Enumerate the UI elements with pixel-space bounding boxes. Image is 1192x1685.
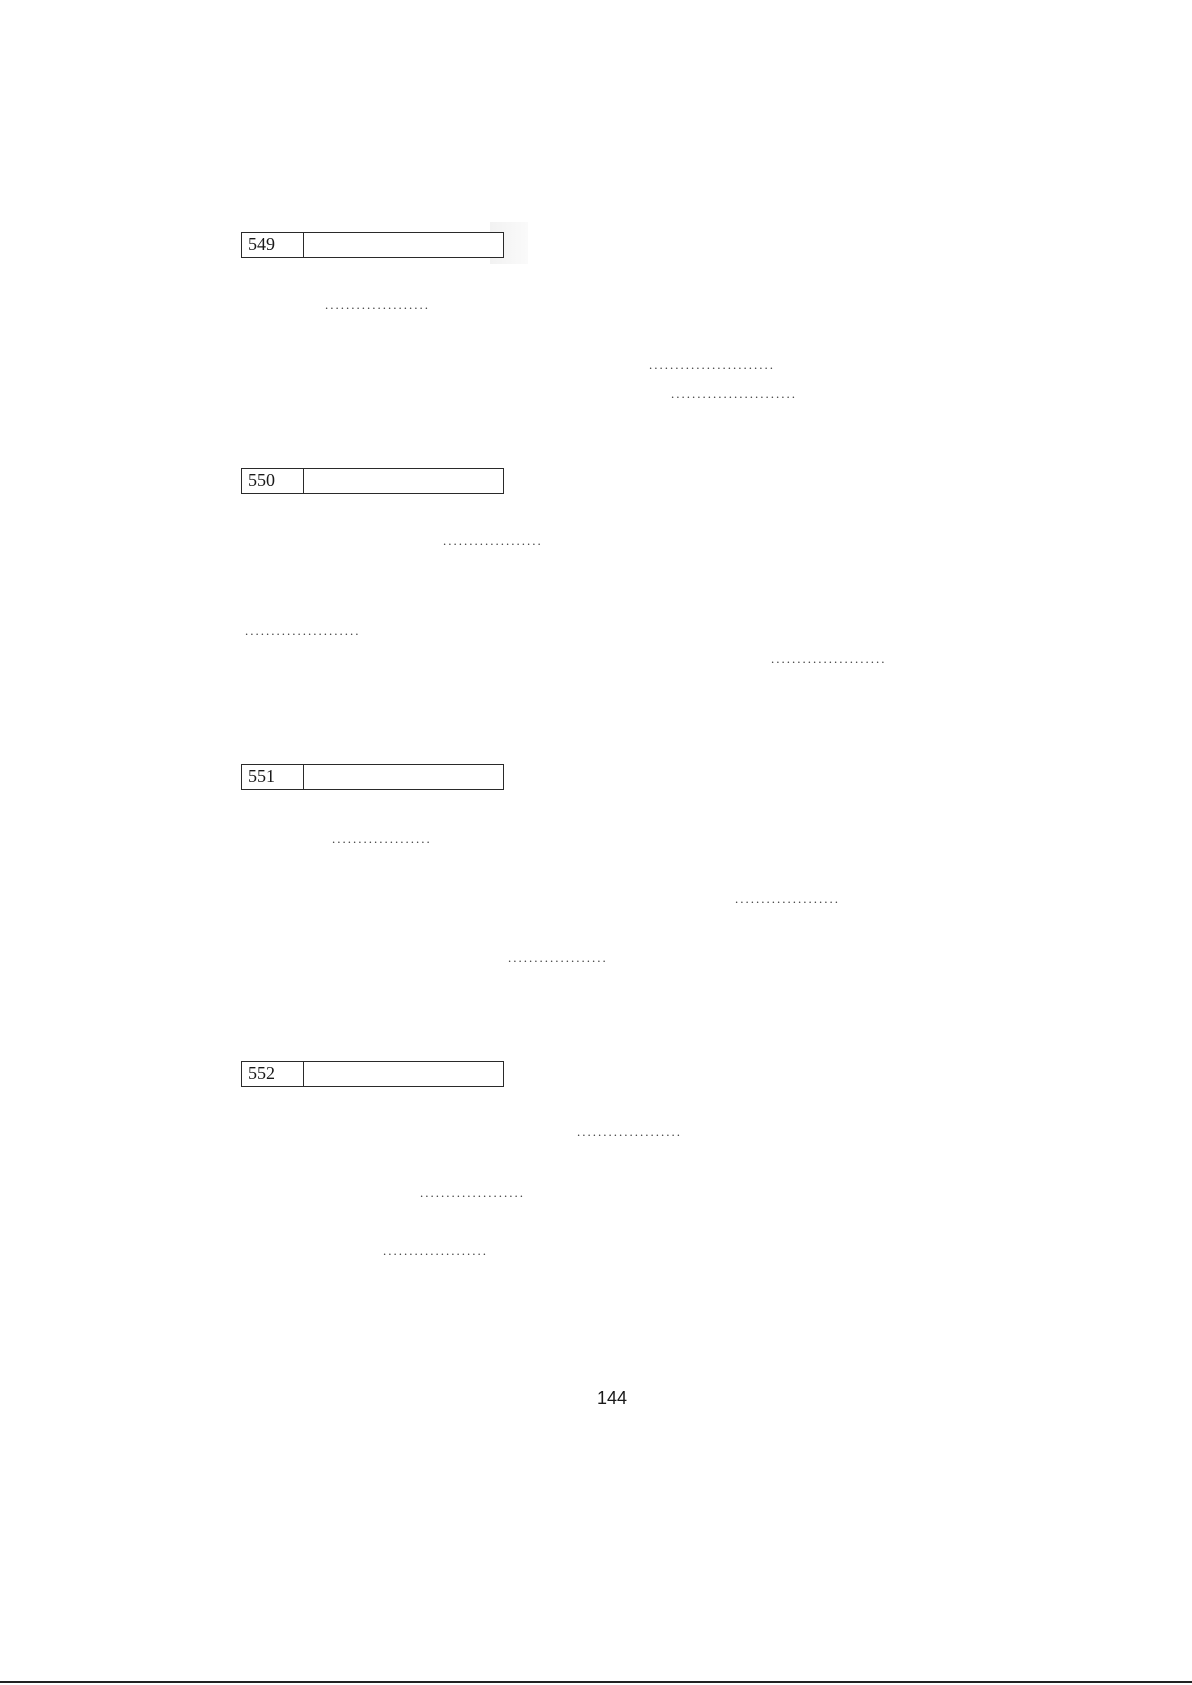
answer-field[interactable] bbox=[304, 765, 503, 789]
question-box-551 bbox=[241, 764, 504, 790]
question-box-552 bbox=[241, 1061, 504, 1087]
fill-in-blank[interactable]: ...................... bbox=[245, 623, 361, 638]
answer-field[interactable] bbox=[304, 233, 503, 257]
fill-in-blank[interactable]: .................... bbox=[735, 891, 840, 906]
page-number: 144 bbox=[596, 1388, 628, 1408]
question-box-550 bbox=[241, 468, 504, 494]
fill-in-blank[interactable]: .................... bbox=[383, 1243, 488, 1258]
fill-in-blank[interactable]: ........................ bbox=[649, 357, 775, 372]
question-number: 549 bbox=[242, 233, 304, 257]
fill-in-blank[interactable]: ...................... bbox=[771, 651, 887, 666]
fill-in-blank[interactable]: ................... bbox=[332, 831, 432, 846]
question-number: 552 bbox=[242, 1062, 304, 1086]
question-box-549 bbox=[241, 232, 504, 258]
question-number: 550 bbox=[242, 469, 304, 493]
answer-field[interactable] bbox=[304, 469, 503, 493]
fill-in-blank[interactable]: ................... bbox=[508, 950, 608, 965]
fill-in-blank[interactable]: ........................ bbox=[671, 386, 797, 401]
answer-field[interactable] bbox=[304, 1062, 503, 1086]
question-number: 551 bbox=[242, 765, 304, 789]
fill-in-blank[interactable]: ................... bbox=[443, 533, 543, 548]
bottom-rule bbox=[0, 1681, 1192, 1683]
fill-in-blank[interactable]: .................... bbox=[577, 1124, 682, 1139]
fill-in-blank[interactable]: .................... bbox=[420, 1185, 525, 1200]
fill-in-blank[interactable]: .................... bbox=[325, 297, 430, 312]
